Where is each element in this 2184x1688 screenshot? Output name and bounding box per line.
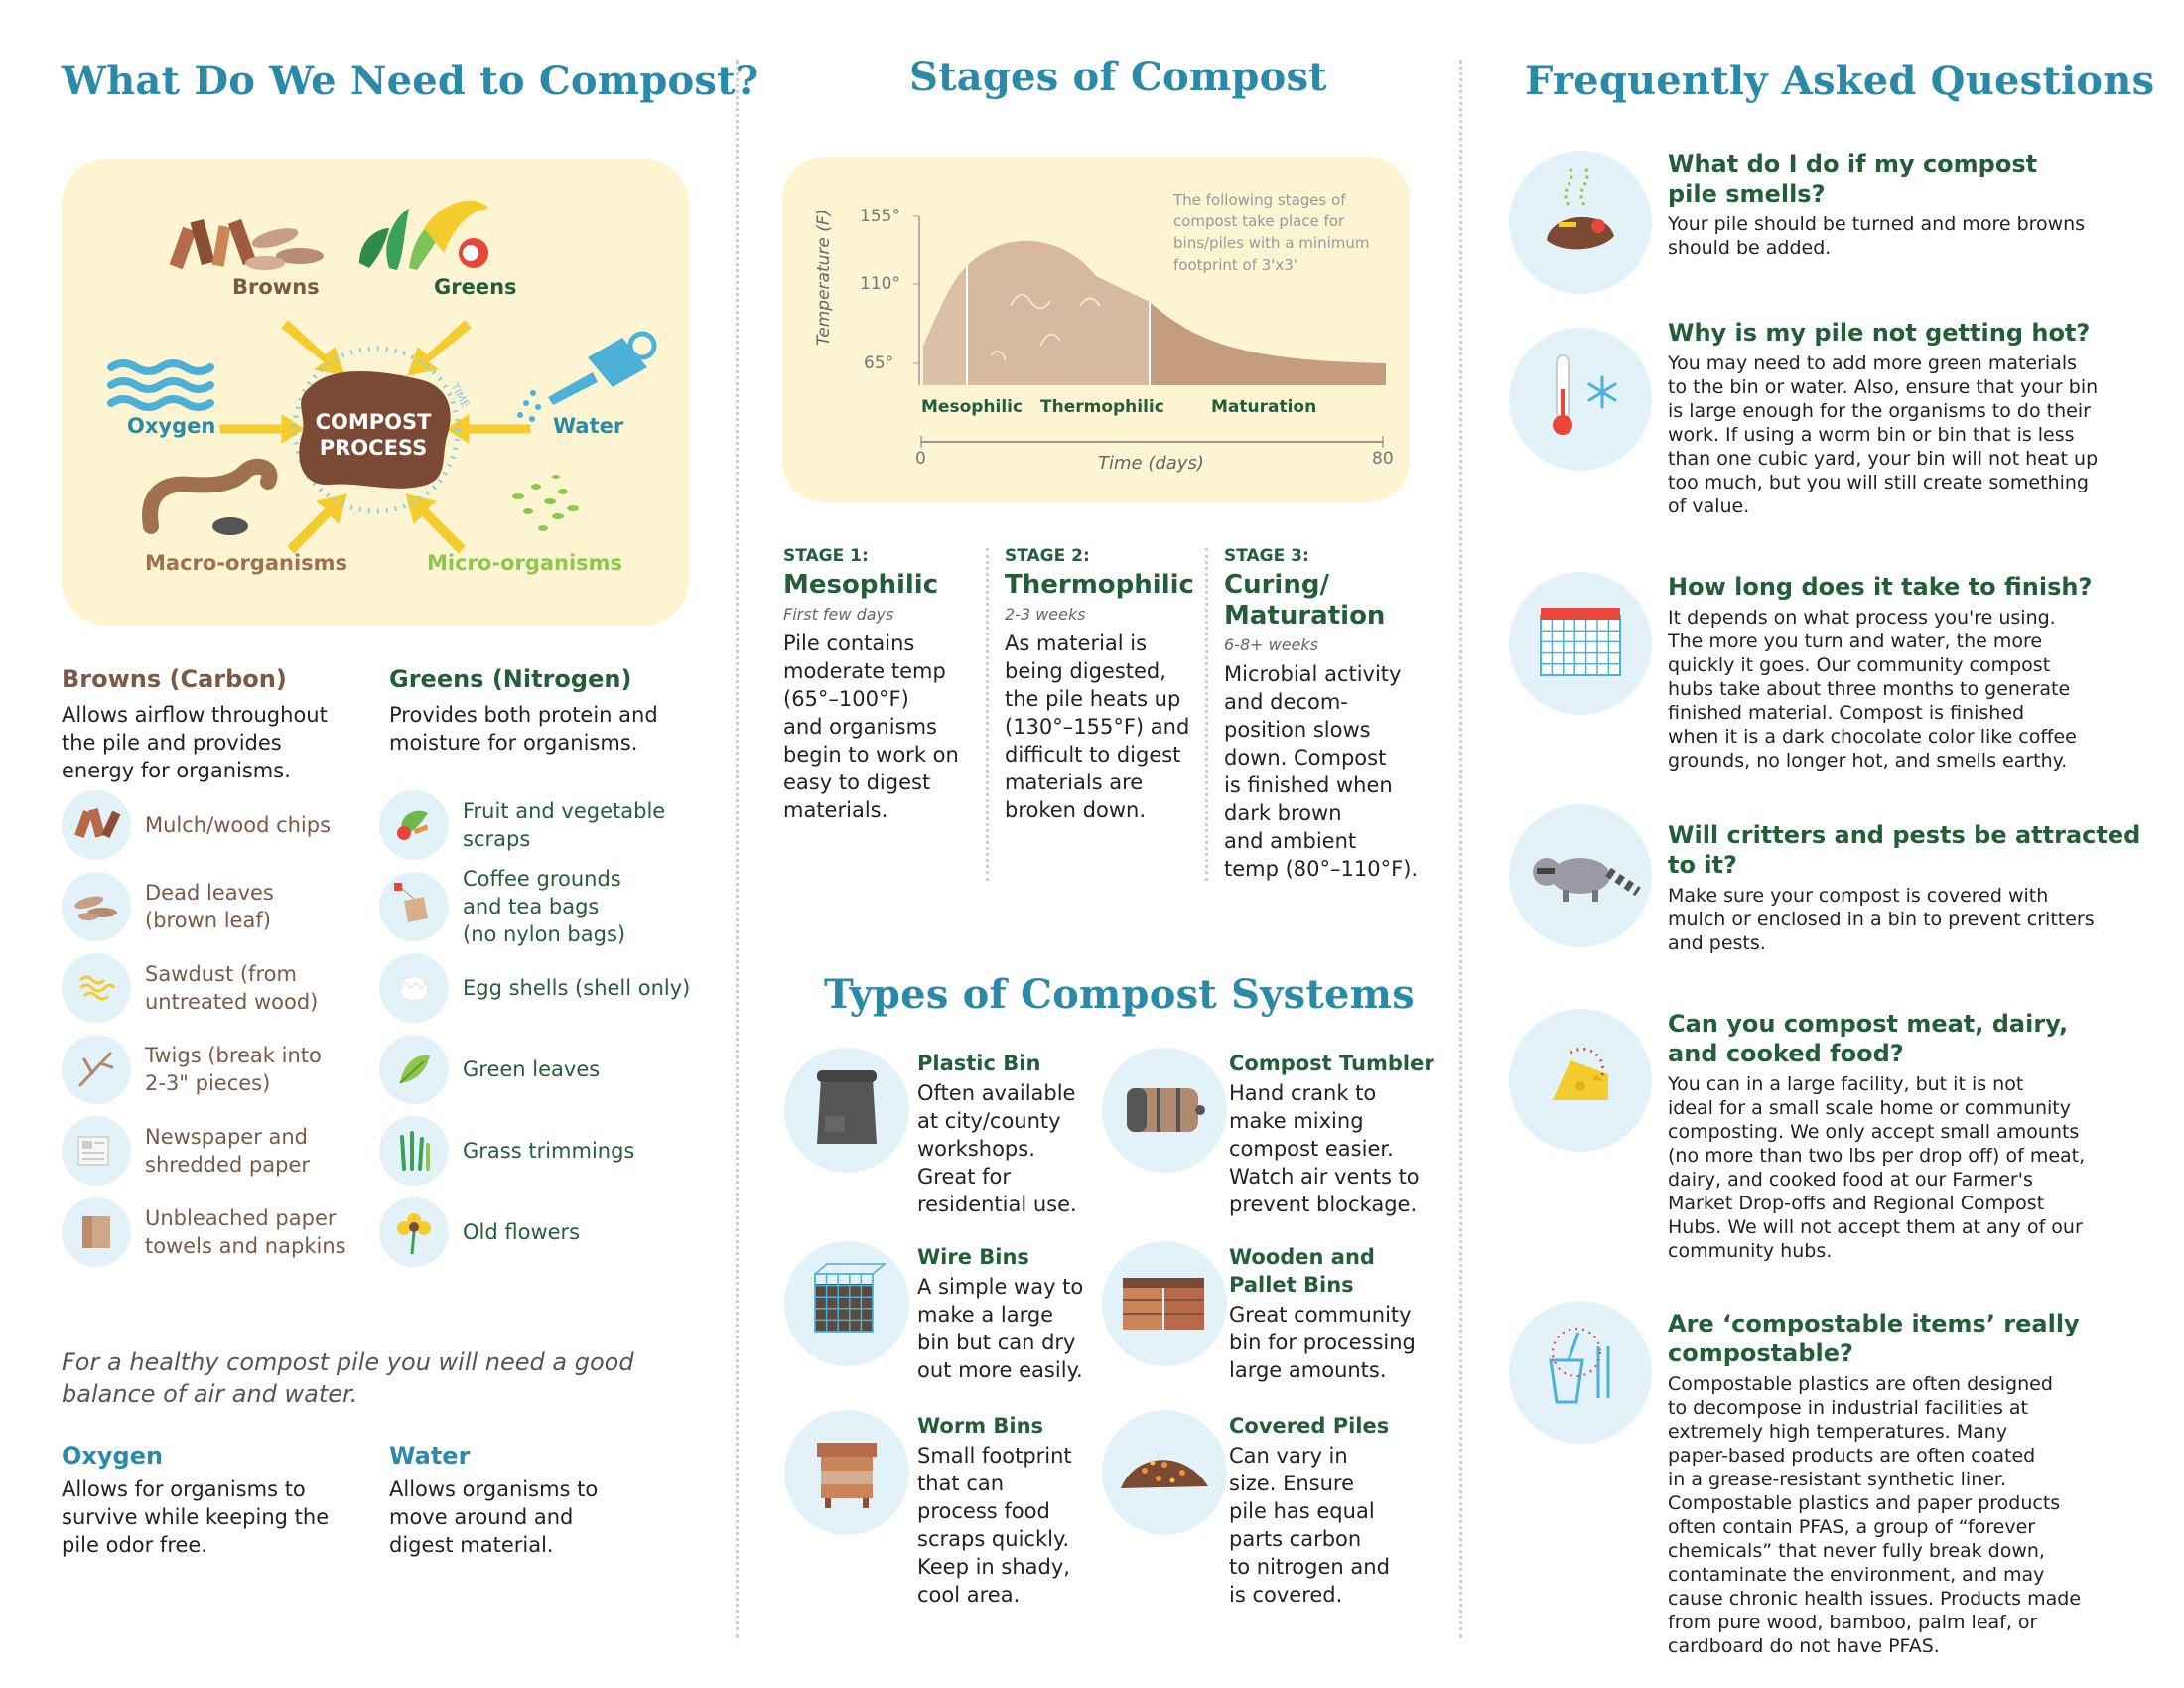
system-description-line: at city/county: [917, 1109, 1061, 1133]
system-title-line: Wire Bins: [917, 1245, 1029, 1269]
faq-answer-line: hubs take about three months to generate: [1668, 678, 2071, 700]
curve-mesophilic: [923, 266, 967, 385]
x-end-label: 80: [1372, 449, 1394, 469]
system-description-line: parts carbon: [1229, 1527, 1362, 1551]
stage-title: [1224, 570, 1433, 632]
faq-answer-line: composting. We only accept small amounts: [1668, 1121, 2080, 1143]
faq-answer-line: of value.: [1668, 495, 1750, 517]
greens-item: [463, 865, 625, 948]
stage-description-line: easy to digest: [783, 771, 931, 794]
arrow-macro: [288, 494, 346, 553]
system-description-line: Keep in shady,: [917, 1555, 1070, 1579]
stages-graph: [782, 157, 1410, 502]
diagram-label-macro: Macro-organisms: [145, 551, 348, 575]
greens-icon: [359, 201, 488, 270]
system-description-line: A simple way to: [917, 1275, 1084, 1299]
faq-answer-line: chemicals” that never fully break down,: [1668, 1540, 2045, 1562]
browns-description: Allows airflow throughout the pile and provides energy for organisms.: [62, 703, 328, 782]
stage-description: [1005, 630, 1213, 824]
greens-item-line: Fruit and vegetable: [463, 799, 666, 823]
egg-shell-icon-svg: [379, 953, 449, 1023]
system-title: [1229, 1412, 1389, 1440]
faq-question-line: and cooked food?: [1668, 1040, 1904, 1067]
browns-item: [145, 960, 318, 1016]
center-line-1: COMPOST: [315, 410, 432, 434]
faq-answer-line: often contain PFAS, a group of “forever: [1668, 1516, 2036, 1538]
smelly-compost-icon-svg: [1509, 151, 1652, 294]
browns-item-line: Mulch/wood chips: [145, 813, 332, 837]
stage-description-line: As material is: [1005, 632, 1148, 655]
faq-question-line: Can you compost meat, dairy,: [1668, 1010, 2069, 1038]
faq-answer-line: You can in a large facility, but it is not: [1668, 1073, 2024, 1095]
faq-answer-line: It depends on what process you're using.: [1668, 607, 2056, 629]
system-title: [1229, 1243, 1375, 1299]
stage-description-line: broken down.: [1005, 798, 1147, 822]
system-description-line: Great for: [917, 1165, 1012, 1189]
covered-pile-icon-svg: [1102, 1410, 1227, 1535]
phase-thermophilic: Thermophilic: [1040, 397, 1164, 417]
stage-description-line: position slows: [1224, 718, 1371, 742]
faq-answer-line: (no more than two lbs per drop off) of meat,: [1668, 1145, 2086, 1167]
browns-item: [145, 811, 331, 839]
browns-heading: Browns (Carbon): [62, 665, 287, 693]
covered-pile-icon: [1102, 1410, 1227, 1535]
pallet-bin-icon-svg: [1102, 1241, 1227, 1366]
stage-divider-2: [1205, 548, 1208, 881]
grass-icon: [379, 1116, 449, 1186]
calendar-icon: [1509, 572, 1652, 715]
browns-item-line: Twigs (break into: [145, 1044, 322, 1067]
faq-question-line: Will critters and pests be attracted: [1668, 821, 2141, 849]
worm-icon: [150, 467, 269, 535]
system-description: [917, 1442, 1072, 1609]
system-description: [917, 1079, 1077, 1218]
system-description-line: make a large: [917, 1303, 1054, 1327]
center-line-2: PROCESS: [319, 436, 428, 460]
curve-thermophilic: [967, 241, 1150, 385]
faq-question-line: What do I do if my compost: [1668, 150, 2038, 178]
stage-description-line: the pile heats up: [1005, 687, 1181, 711]
stage-block: [1224, 546, 1433, 883]
system-description-line: prevent blockage.: [1229, 1193, 1418, 1216]
col2-title: Stages of Compost: [909, 54, 1327, 100]
stage-title-line: Thermophilic: [1005, 570, 1194, 600]
system-description: [1229, 1079, 1420, 1218]
faq-answer-line: than one cubic yard, your bin will not heat up: [1668, 448, 2099, 470]
column-divider-left: [736, 60, 739, 1638]
balance-note: For a healthy compost pile you will need a good balance of air and water.: [62, 1348, 634, 1408]
faq-question-line: compostable?: [1668, 1339, 1853, 1367]
stage-description-line: and ambient: [1224, 829, 1357, 853]
graph-xlabel: Time (days): [1098, 453, 1204, 474]
arrow-greens: [408, 321, 471, 375]
x-start-label: 0: [915, 449, 926, 469]
system-description-line: out more easily.: [917, 1358, 1083, 1382]
sawdust-icon: [62, 953, 131, 1023]
faq-answer-line: dairy, and cooked food at our Farmer's: [1668, 1169, 2033, 1191]
plastic-bin-icon-svg: [784, 1048, 909, 1173]
micro-organisms-icon: [512, 475, 579, 531]
faq-answer-line: mulch or enclosed in a bin to prevent critters: [1668, 909, 2095, 930]
phase-maturation: Maturation: [1211, 397, 1317, 417]
paper-towel-icon: [62, 1197, 131, 1267]
stage-duration: First few days: [783, 605, 894, 624]
stage-description-line: materials.: [783, 798, 888, 822]
thermometer-icon-svg: [1509, 328, 1652, 471]
tumbler-icon: [1102, 1048, 1227, 1173]
system-description-line: Small footprint: [917, 1444, 1072, 1468]
faq-answer-line: quickly it goes. Our community compost: [1668, 654, 2051, 676]
graph-ylabel: Temperature (F): [814, 209, 834, 346]
greens-heading: Greens (Nitrogen): [389, 665, 632, 693]
flower-icon-svg: [379, 1197, 449, 1267]
system-title-line: Compost Tumbler: [1229, 1052, 1434, 1075]
browns-item: [145, 1123, 310, 1179]
browns-item-line: Unbleached paper: [145, 1206, 337, 1230]
system-description-line: large amounts.: [1229, 1358, 1387, 1382]
col1-title: What Do We Need to Compost?: [62, 58, 759, 104]
diagram-label-greens: Greens: [434, 275, 517, 299]
faq-answer-line: from pure wood, bamboo, palm leaf, or: [1668, 1612, 2038, 1633]
browns-item-line: Newspaper and: [145, 1125, 309, 1149]
stage-number: STAGE 3:: [1224, 546, 1309, 566]
wood-chips-icon-svg: [62, 790, 131, 860]
faq-answer-line: should be added.: [1668, 237, 1832, 259]
compostable-cup-icon: [1509, 1301, 1652, 1444]
faq-answer-line: to decompose in industrial facilities at: [1668, 1397, 2029, 1419]
stage-title-line: Curing/: [1224, 570, 1329, 600]
greens-item-line: Egg shells (shell only): [463, 976, 691, 1000]
greens-item: [463, 1137, 634, 1165]
newspaper-icon: [62, 1116, 131, 1186]
stage-description-line: down. Compost: [1224, 746, 1387, 770]
stage-description-line: dark brown: [1224, 801, 1342, 825]
smelly-compost-icon: [1509, 151, 1652, 294]
stage-description-line: moderate temp: [783, 659, 946, 683]
wire-bin-icon-svg: [784, 1241, 909, 1366]
dead-leaves-icon: [62, 872, 131, 941]
stage-title-line: Mesophilic: [783, 570, 939, 600]
faq-question: [1668, 1009, 2068, 1068]
faq-question: [1668, 820, 2140, 880]
faq-question-line: Are ‘compostable items’ really: [1668, 1310, 2080, 1337]
worm-bin-icon-svg: [784, 1410, 909, 1535]
tumbler-icon-svg: [1102, 1048, 1227, 1173]
stage-title: [1005, 570, 1213, 601]
stage-description: [783, 630, 992, 824]
greens-item-line: Coffee grounds: [463, 867, 621, 891]
system-title: [917, 1412, 1043, 1440]
faq-answer-line: You may need to add more green materials: [1668, 352, 2078, 374]
pallet-bin-icon: [1102, 1241, 1227, 1366]
cheese-icon: [1509, 1009, 1652, 1152]
faq-answer: [1668, 606, 2077, 773]
twig-icon-svg: [62, 1035, 131, 1104]
raccoon-icon-svg: [1509, 804, 1652, 947]
system-description-line: scraps quickly.: [917, 1527, 1070, 1551]
faq-answer: [1668, 352, 2098, 518]
stage-description: [1224, 660, 1433, 883]
system-description-line: that can: [917, 1472, 1005, 1495]
egg-shell-icon: [379, 953, 449, 1023]
stage-block: [1005, 546, 1213, 824]
system-description-line: Can vary in: [1229, 1444, 1348, 1468]
faq-answer-line: ideal for a small scale home or community: [1668, 1097, 2072, 1119]
system-title-line: Wooden and: [1229, 1245, 1375, 1269]
system-title: [1229, 1050, 1434, 1077]
system-description-line: cool area.: [917, 1583, 1021, 1607]
oxygen-description: Allows for organisms to survive while keeping the pile odor free.: [62, 1477, 330, 1557]
faq-question: [1668, 1309, 2080, 1368]
col3-title: Frequently Asked Questions: [1525, 58, 2155, 104]
column-divider-right: [1459, 60, 1462, 1638]
compostable-cup-icon-svg: [1509, 1301, 1652, 1444]
faq-answer-line: paper-based products are often coated: [1668, 1445, 2036, 1467]
stage-description-line: and organisms: [783, 715, 937, 739]
stage-number: STAGE 2:: [1005, 546, 1090, 566]
ytick-155: 155°: [860, 207, 900, 226]
faq-answer-line: and pests.: [1668, 932, 1766, 954]
system-description-line: bin for processing: [1229, 1331, 1416, 1354]
faq-answer-line: cause chronic health issues. Products made: [1668, 1588, 2082, 1610]
vegetable-scraps-icon: [379, 790, 449, 860]
stage-divider-1: [986, 548, 989, 881]
faq-question-line: Why is my pile not getting hot?: [1668, 319, 2091, 347]
browns-item: [145, 1042, 322, 1097]
system-description-line: bin but can dry: [917, 1331, 1076, 1354]
raccoon-icon: [1509, 804, 1652, 947]
greens-item-line: Green leaves: [463, 1057, 601, 1081]
arrow-browns: [282, 321, 344, 375]
browns-item: [145, 879, 274, 934]
system-title-line: Pallet Bins: [1229, 1273, 1354, 1297]
diagram-label-micro: Micro-organisms: [427, 551, 623, 575]
system-title-line: Plastic Bin: [917, 1052, 1041, 1075]
faq-question-line: to it?: [1668, 851, 1737, 879]
greens-item-line: Old flowers: [463, 1220, 581, 1244]
browns-item: [145, 1204, 346, 1260]
faq-answer-line: Make sure your compost is covered with: [1668, 885, 2049, 907]
system-title-line: Worm Bins: [917, 1414, 1044, 1438]
stage-description-line: and decom-: [1224, 690, 1348, 714]
system-description: [1229, 1442, 1390, 1609]
stage-description-line: temp (80°–110°F).: [1224, 857, 1419, 881]
greens-item-line: Grass trimmings: [463, 1139, 635, 1163]
faq-answer-line: Compostable plastics are often designed: [1668, 1373, 2053, 1395]
stage-description-line: (65°–100°F): [783, 687, 909, 711]
sawdust-icon-svg: [62, 953, 131, 1023]
stage-title-line: Maturation: [1224, 601, 1386, 631]
tea-bag-icon-svg: [379, 872, 449, 941]
faq-answer-line: to the bin or water. Also, ensure that your bin: [1668, 376, 2099, 398]
water-description: Allows organisms to move around and digest material.: [389, 1477, 599, 1557]
faq-answer-line: grounds, no longer hot, and smells earthy.: [1668, 750, 2068, 772]
compost-process-diagram: [62, 159, 689, 626]
browns-item-line: shredded paper: [145, 1153, 311, 1177]
faq-answer-line: too much, but you will still create something: [1668, 472, 2089, 493]
system-description: [1229, 1301, 1416, 1384]
system-description-line: Hand crank to: [1229, 1081, 1377, 1105]
system-description-line: make mixing: [1229, 1109, 1364, 1133]
faq-answer: [1668, 1072, 2085, 1263]
system-description-line: residential use.: [917, 1193, 1077, 1216]
browns-icon: [170, 219, 324, 270]
twig-icon: [62, 1035, 131, 1104]
newspaper-icon-svg: [62, 1116, 131, 1186]
faq-answer-line: cardboard do not have PFAS.: [1668, 1635, 1940, 1657]
faq-question: [1668, 318, 2090, 348]
faq-answer: [1668, 884, 2095, 955]
system-description-line: process food: [917, 1499, 1050, 1523]
flower-icon: [379, 1197, 449, 1267]
stage-description-line: difficult to digest: [1005, 743, 1181, 767]
greens-item: [463, 797, 665, 853]
thermometer-icon: [1509, 328, 1652, 471]
tea-bag-icon: [379, 872, 449, 941]
greens-description: Provides both protein and moisture for organisms.: [389, 703, 658, 755]
faq-answer-line: contaminate the environment, and may: [1668, 1564, 2045, 1586]
system-description-line: to nitrogen and: [1229, 1555, 1390, 1579]
browns-item-line: (brown leaf): [145, 909, 271, 932]
faq-answer-line: Compostable plastics and paper products: [1668, 1492, 2061, 1514]
system-description-line: workshops.: [917, 1137, 1035, 1161]
system-description-line: is covered.: [1229, 1583, 1343, 1607]
greens-item-line: (no nylon bags): [463, 922, 626, 946]
wire-bin-icon: [784, 1241, 909, 1366]
cheese-icon-svg: [1509, 1009, 1652, 1152]
worm-bin-icon: [784, 1410, 909, 1535]
calendar-icon-svg: [1509, 572, 1652, 715]
arrow-micro: [406, 494, 465, 553]
system-description-line: size. Ensure: [1229, 1472, 1354, 1495]
faq-answer: [1668, 1372, 2081, 1658]
stage-description-line: begin to work on: [783, 743, 959, 767]
diagram-label-water: Water: [553, 414, 624, 438]
greens-item-line: and tea bags: [463, 895, 600, 918]
greens-item-line: scraps: [463, 827, 531, 851]
system-description-line: compost easier.: [1229, 1137, 1394, 1161]
faq-question: [1668, 149, 2037, 209]
browns-item-line: untreated wood): [145, 990, 319, 1014]
browns-item-line: Sawdust (from: [145, 962, 297, 986]
ytick-110: 110°: [860, 274, 900, 294]
oxygen-icon: [111, 363, 210, 407]
greens-item: [463, 974, 690, 1002]
system-description-line: Watch air vents to: [1229, 1165, 1420, 1189]
system-title-line: Covered Piles: [1229, 1414, 1390, 1438]
plastic-bin-icon: [784, 1048, 909, 1173]
stage-description-line: is finished when: [1224, 774, 1393, 797]
graph-note: The following stages of compost take place for bins/piles with a minimum footprint of 3'x3': [1173, 191, 1370, 274]
grass-icon-svg: [379, 1116, 449, 1186]
phase-mesophilic: Mesophilic: [921, 397, 1024, 417]
faq-answer-line: The more you turn and water, the more: [1668, 631, 2043, 652]
faq-question: [1668, 572, 2092, 602]
faq-question-line: pile smells?: [1668, 180, 1826, 208]
browns-item-line: 2-3" pieces): [145, 1071, 271, 1095]
stage-duration: 2-3 weeks: [1005, 605, 1086, 624]
paper-towel-icon-svg: [62, 1197, 131, 1267]
stage-description-line: materials are: [1005, 771, 1144, 794]
diagram-label-oxygen: Oxygen: [127, 414, 216, 438]
faq-answer-line: when it is a dark chocolate color like coffee: [1668, 726, 2077, 748]
diagram-label-browns: Browns: [232, 275, 320, 299]
stage-description-line: (130°–155°F) and: [1005, 715, 1190, 739]
faq-answer-line: Your pile should be turned and more browns: [1668, 213, 2086, 235]
greens-item: [463, 1218, 580, 1246]
wood-chips-icon: [62, 790, 131, 860]
time-label: TIME: [447, 380, 473, 411]
faq-answer-line: extremely high temperatures. Many: [1668, 1421, 2008, 1443]
stage-block: [783, 546, 992, 824]
systems-title: Types of Compost Systems: [824, 971, 1415, 1018]
stage-description-line: being digested,: [1005, 659, 1166, 683]
green-leaf-icon-svg: [379, 1035, 449, 1104]
stage-number: STAGE 1:: [783, 546, 869, 566]
curve-maturation: [1150, 302, 1386, 385]
faq-question-line: How long does it take to finish?: [1668, 573, 2093, 601]
ytick-65: 65°: [864, 353, 894, 373]
system-description-line: Often available: [917, 1081, 1076, 1105]
browns-item-line: towels and napkins: [145, 1234, 346, 1258]
system-title: [917, 1050, 1040, 1077]
stage-description-line: Microbial activity: [1224, 662, 1402, 686]
stage-description-line: Pile contains: [783, 632, 915, 655]
green-leaf-icon: [379, 1035, 449, 1104]
system-title: [917, 1243, 1029, 1271]
faq-answer-line: Market Drop-offs and Regional Compost: [1668, 1193, 2045, 1214]
stage-title: [783, 570, 992, 601]
stage-duration: 6-8+ weeks: [1224, 635, 1318, 654]
water-heading: Water: [389, 1442, 471, 1470]
vegetable-scraps-icon-svg: [379, 790, 449, 860]
faq-answer: [1668, 212, 2085, 260]
faq-answer-line: work. If using a worm bin or bin that is less: [1668, 424, 2075, 446]
system-description-line: Great community: [1229, 1303, 1412, 1327]
browns-item-line: Dead leaves: [145, 881, 274, 905]
faq-answer-line: is large enough for the organisms to do their: [1668, 400, 2091, 422]
faq-answer-line: finished material. Compost is finished: [1668, 702, 2025, 724]
system-description: [917, 1273, 1083, 1384]
greens-item: [463, 1055, 600, 1083]
dead-leaves-icon-svg: [62, 872, 131, 941]
faq-answer-line: community hubs.: [1668, 1240, 1833, 1262]
faq-answer-line: Hubs. We will not accept them at any of our: [1668, 1216, 2083, 1238]
faq-answer-line: in a grease-resistant synthetic liner.: [1668, 1469, 2007, 1490]
system-description-line: pile has equal: [1229, 1499, 1375, 1523]
oxygen-heading: Oxygen: [62, 1442, 164, 1470]
